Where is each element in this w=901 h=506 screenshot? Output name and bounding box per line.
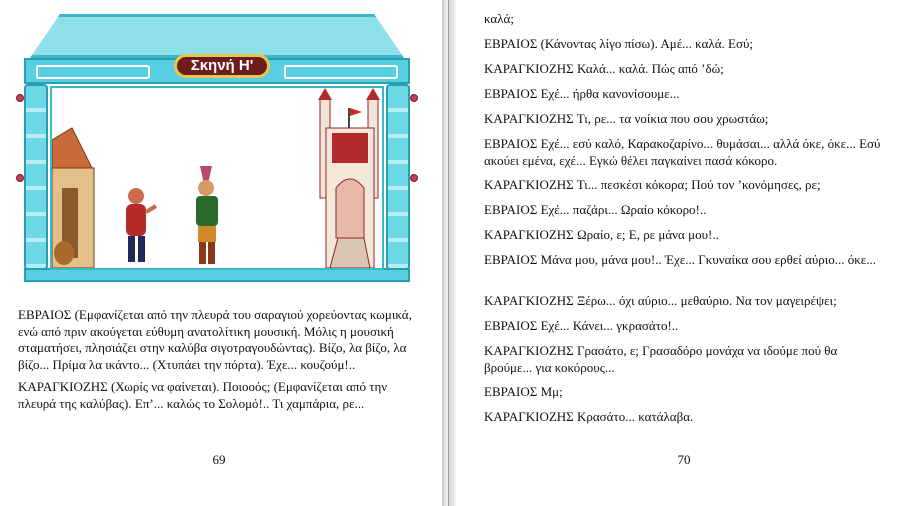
theater-right-column xyxy=(386,84,410,270)
dialogue-text-right xyxy=(484,11,884,434)
page-number-left: 69 xyxy=(212,452,226,467)
dialogue-line: ΕΒΡΑΙΟΣ Εχέ... Κάνει... γκρασάτο!.. xyxy=(484,318,679,333)
flower-ornament-icon xyxy=(16,174,24,182)
karagiozis-figure xyxy=(126,188,156,262)
dialogue-line: ΕΒΡΑΙΟΣ Εχέ... παζάρι... Ωραίο κόκορο!.. xyxy=(484,202,707,217)
dialogue-line: ΚΑΡΑΓΚΙΟΖΗΣ Τι, ρε... τα νοίκια που σου χρωστάω; xyxy=(484,111,769,126)
page-number-right: 70 xyxy=(677,452,691,467)
dialogue-paragraph: ΚΑΡΑΓΚΙΟΖΗΣ (Χωρίς να φαίνεται). Ποιοοός; (Εμφανίζεται από την πλευρά της καλύβας). Επ’... καλώς το Σολομό!.. Τι χαμπάρια, ρε... xyxy=(18,379,388,411)
flower-ornament-icon xyxy=(410,94,418,102)
book-gutter xyxy=(442,0,456,506)
dialogue-line: ΚΑΡΑΓΚΙΟΖΗΣ Τι... πεσκέσι κόκορα; Πού τον ’κονόμησες, ρε; xyxy=(484,177,821,192)
dialogue-line: ΚΑΡΑΓΚΙΟΖΗΣ Γρασάτο, ε; Γρασαδόρο μονάχα να ιδούμε πού θα βρούμε... για κοκόρους... xyxy=(484,343,838,375)
dialogue-line: ΚΑΡΑΓΚΙΟΖΗΣ Καλά... καλά. Πώς από ’δώ; xyxy=(484,61,724,76)
left-page xyxy=(0,0,442,506)
dialogue-line: ΕΒΡΑΙΟΣ (Κάνοντας λίγο πίσω). Αμέ... καλά. Εσύ; xyxy=(484,36,754,51)
dialogue-paragraph: ΕΒΡΑΙΟΣ (Εμφανίζεται από την πλευρά του σαραγιού χορεύοντας κωμικά, ενώ από πριν ακούγεται εύθυμη ανατολίτικη μουσική. Μόλις η μουσική σταματήσει, πλησιάζει στην καλύβα σιγοτραγουδώντας). Βίζο, λα βίζο, λα βίζο... Πρίμα λα ικάντο... (Χτυπάει την πόρτα). Έχε... κουζούμ!.. xyxy=(18,307,412,372)
hut-illustration xyxy=(52,128,94,268)
theater-left-column xyxy=(24,84,48,270)
evraios-figure xyxy=(196,166,218,264)
dialogue-line: ΕΒΡΑΙΟΣ Εχέ... ήρθα κανονίσουμε... xyxy=(484,86,680,101)
dialogue-line: ΕΒΡΑΙΟΣ Μάνα μου, μάνα μου!.. Έχε... Γκυναίκα σου ερθεί αύριο... όκε... xyxy=(484,252,877,267)
dialogue-line: ΚΑΡΑΓΚΙΟΖΗΣ Ξέρω... όχι αύριο... μεθαύριο. Να τον μαγειρέψει; xyxy=(484,293,837,308)
theater-bottom-bar xyxy=(24,268,410,282)
flower-ornament-icon xyxy=(410,174,418,182)
dialogue-line: ΚΑΡΑΓΚΙΟΖΗΣ Κρασάτο... κατάλαβα. xyxy=(484,409,694,424)
theater-pediment xyxy=(30,14,404,58)
dialogue-line: ΕΒΡΑΙΟΣ Μμ; xyxy=(484,384,563,399)
scene-title-badge: Σκηνή Η' xyxy=(174,54,270,78)
dialogue-line: ΚΑΡΑΓΚΙΟΖΗΣ Ωραίο, ε; Ε, ρε μάνα μου!.. xyxy=(484,227,719,242)
dialogue-text-left xyxy=(18,307,418,418)
dialogue-line: ΕΒΡΑΙΟΣ Εχέ... εσύ καλό, Καρακοζαρίνο... θυμάσαι... αλλά όκε, όκε... Εσύ ακούει εμένα, εχέ... Εγκώ θέλει παγκαίνει πασά κόκορο. xyxy=(484,136,881,168)
dialogue-line: καλά; xyxy=(484,11,514,26)
flower-ornament-icon xyxy=(16,94,24,102)
stage-scene xyxy=(50,86,384,270)
shadow-theater-illustration xyxy=(16,14,418,286)
palace-illustration xyxy=(318,88,380,268)
